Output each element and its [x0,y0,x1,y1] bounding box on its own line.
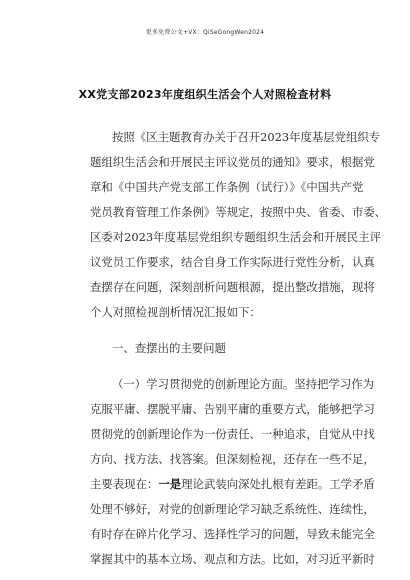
paragraph-line: 议党员工作要求，结合自身工作实际进行党性分析，认真 [90,255,375,269]
paragraph-line: 个人对照检视剖析情况汇报如下： [90,305,261,319]
paragraph-line: 有时存在碎片化学习、选择性学习的问题，导致未能完全 [90,527,375,541]
paragraph-line: 掌握其中的基本立场、观点和方法。比如，对习近平新时 [90,552,375,566]
paragraph-line: 题组织生活会和开展民主评议党员的通知》要求，根据党 [90,155,375,169]
watermark-text: 更多免费公文+VX：QiSeGongWen2024 [145,29,265,36]
paragraph-line: 区委对2023年度基层党组织专题组织生活会和开展民主评 [90,230,381,244]
paragraph-text: 主要表现在： [90,477,159,491]
document-title: XX党支部2023年度组织生活会个人对照检查材料 [78,88,332,101]
paragraph-line-mixed [90,476,375,492]
paragraph-line: 党员教育管理工作条例》等规定，按照中央、省委、市委、 [90,205,387,219]
paragraph-line: （一）学习贯彻党的创新理论方面。坚持把学习作为 [112,377,374,391]
paragraph-line: 方向、找方法、找答案。但深刻检视，还存在一些不足， [90,452,375,466]
paragraph-line: 查摆存在问题，深刻剖析问题根源，提出整改措施，现将 [90,280,375,294]
emphasis-text: 一是 [158,477,182,491]
paragraph-line: 克服平庸、摆脱平庸、告别平庸的重要方式，能够把学习 [90,402,375,416]
paragraph-text: 理论武装向深处扎根有差距。工学矛盾 [181,477,375,491]
paragraph-line: 处理不够好，对党的创新理论学习缺乏系统性、连续性， [90,502,375,516]
paragraph-line: 按照《区主题教育办关于召开2023年度基层党组织专 [112,130,381,144]
paragraph-line: 贯彻党的创新理论作为一份责任、一种追求，自觉从中找 [90,427,375,441]
section-heading: 一、查摆出的主要问题 [112,341,226,355]
paragraph-line: 章和《中国共产党支部工作条例（试行）》《中国共产党 [90,180,364,194]
